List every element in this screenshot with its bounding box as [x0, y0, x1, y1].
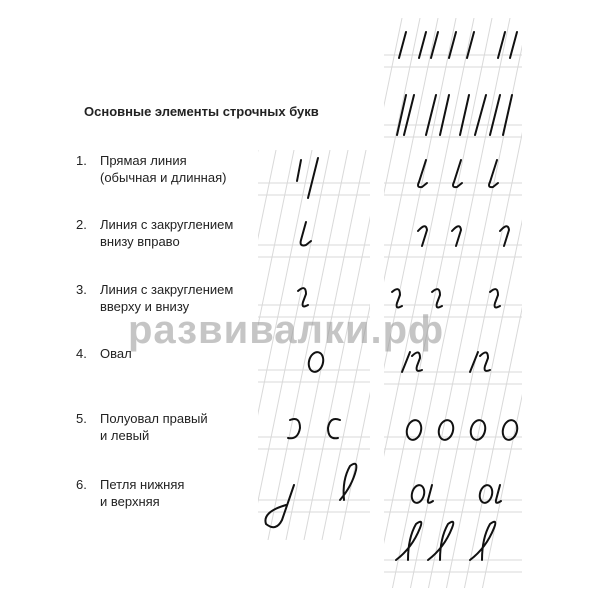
strokes-row-ovals: [405, 419, 520, 442]
item-5-line-2: и левый: [100, 428, 150, 443]
item-1-line-2: (обычная и длинная): [100, 170, 227, 185]
item-1-number: 1.: [76, 153, 87, 168]
item-5-line-1: Полуовал правый: [100, 411, 208, 426]
item-5-number: 5.: [76, 411, 87, 426]
item-3-line-1: Линия с закруглением: [100, 282, 234, 297]
item-2-number: 2.: [76, 217, 87, 232]
strokes-row-oval-hooks: [410, 484, 501, 504]
item-3-line-2: вверху и внизу: [100, 299, 190, 314]
item-4-number: 4.: [76, 346, 87, 361]
item-1-line-1: Прямая линия: [100, 153, 187, 168]
item-2-line-1: Линия с закруглением: [100, 217, 234, 232]
section-heading: Основные элементы строчных букв: [84, 104, 319, 119]
strokes-row-upper-loops: [396, 522, 495, 560]
sample-loops: [265, 464, 356, 527]
strokes-row-slash-curves: [402, 352, 490, 372]
sample-curved-line: [301, 222, 311, 245]
watermark: развивалки.рф: [128, 308, 445, 352]
item-2-line-2: внизу вправо: [100, 234, 180, 249]
sample-half-ovals: [288, 419, 340, 438]
item-3-number: 3.: [76, 282, 87, 297]
item-6-line-2: и верхняя: [100, 494, 160, 509]
item-6-line-1: Петля нижняя: [100, 477, 185, 492]
item-6-number: 6.: [76, 477, 87, 492]
sample-straight-lines: [297, 158, 318, 198]
item-4-line-1: Овал: [100, 346, 132, 361]
